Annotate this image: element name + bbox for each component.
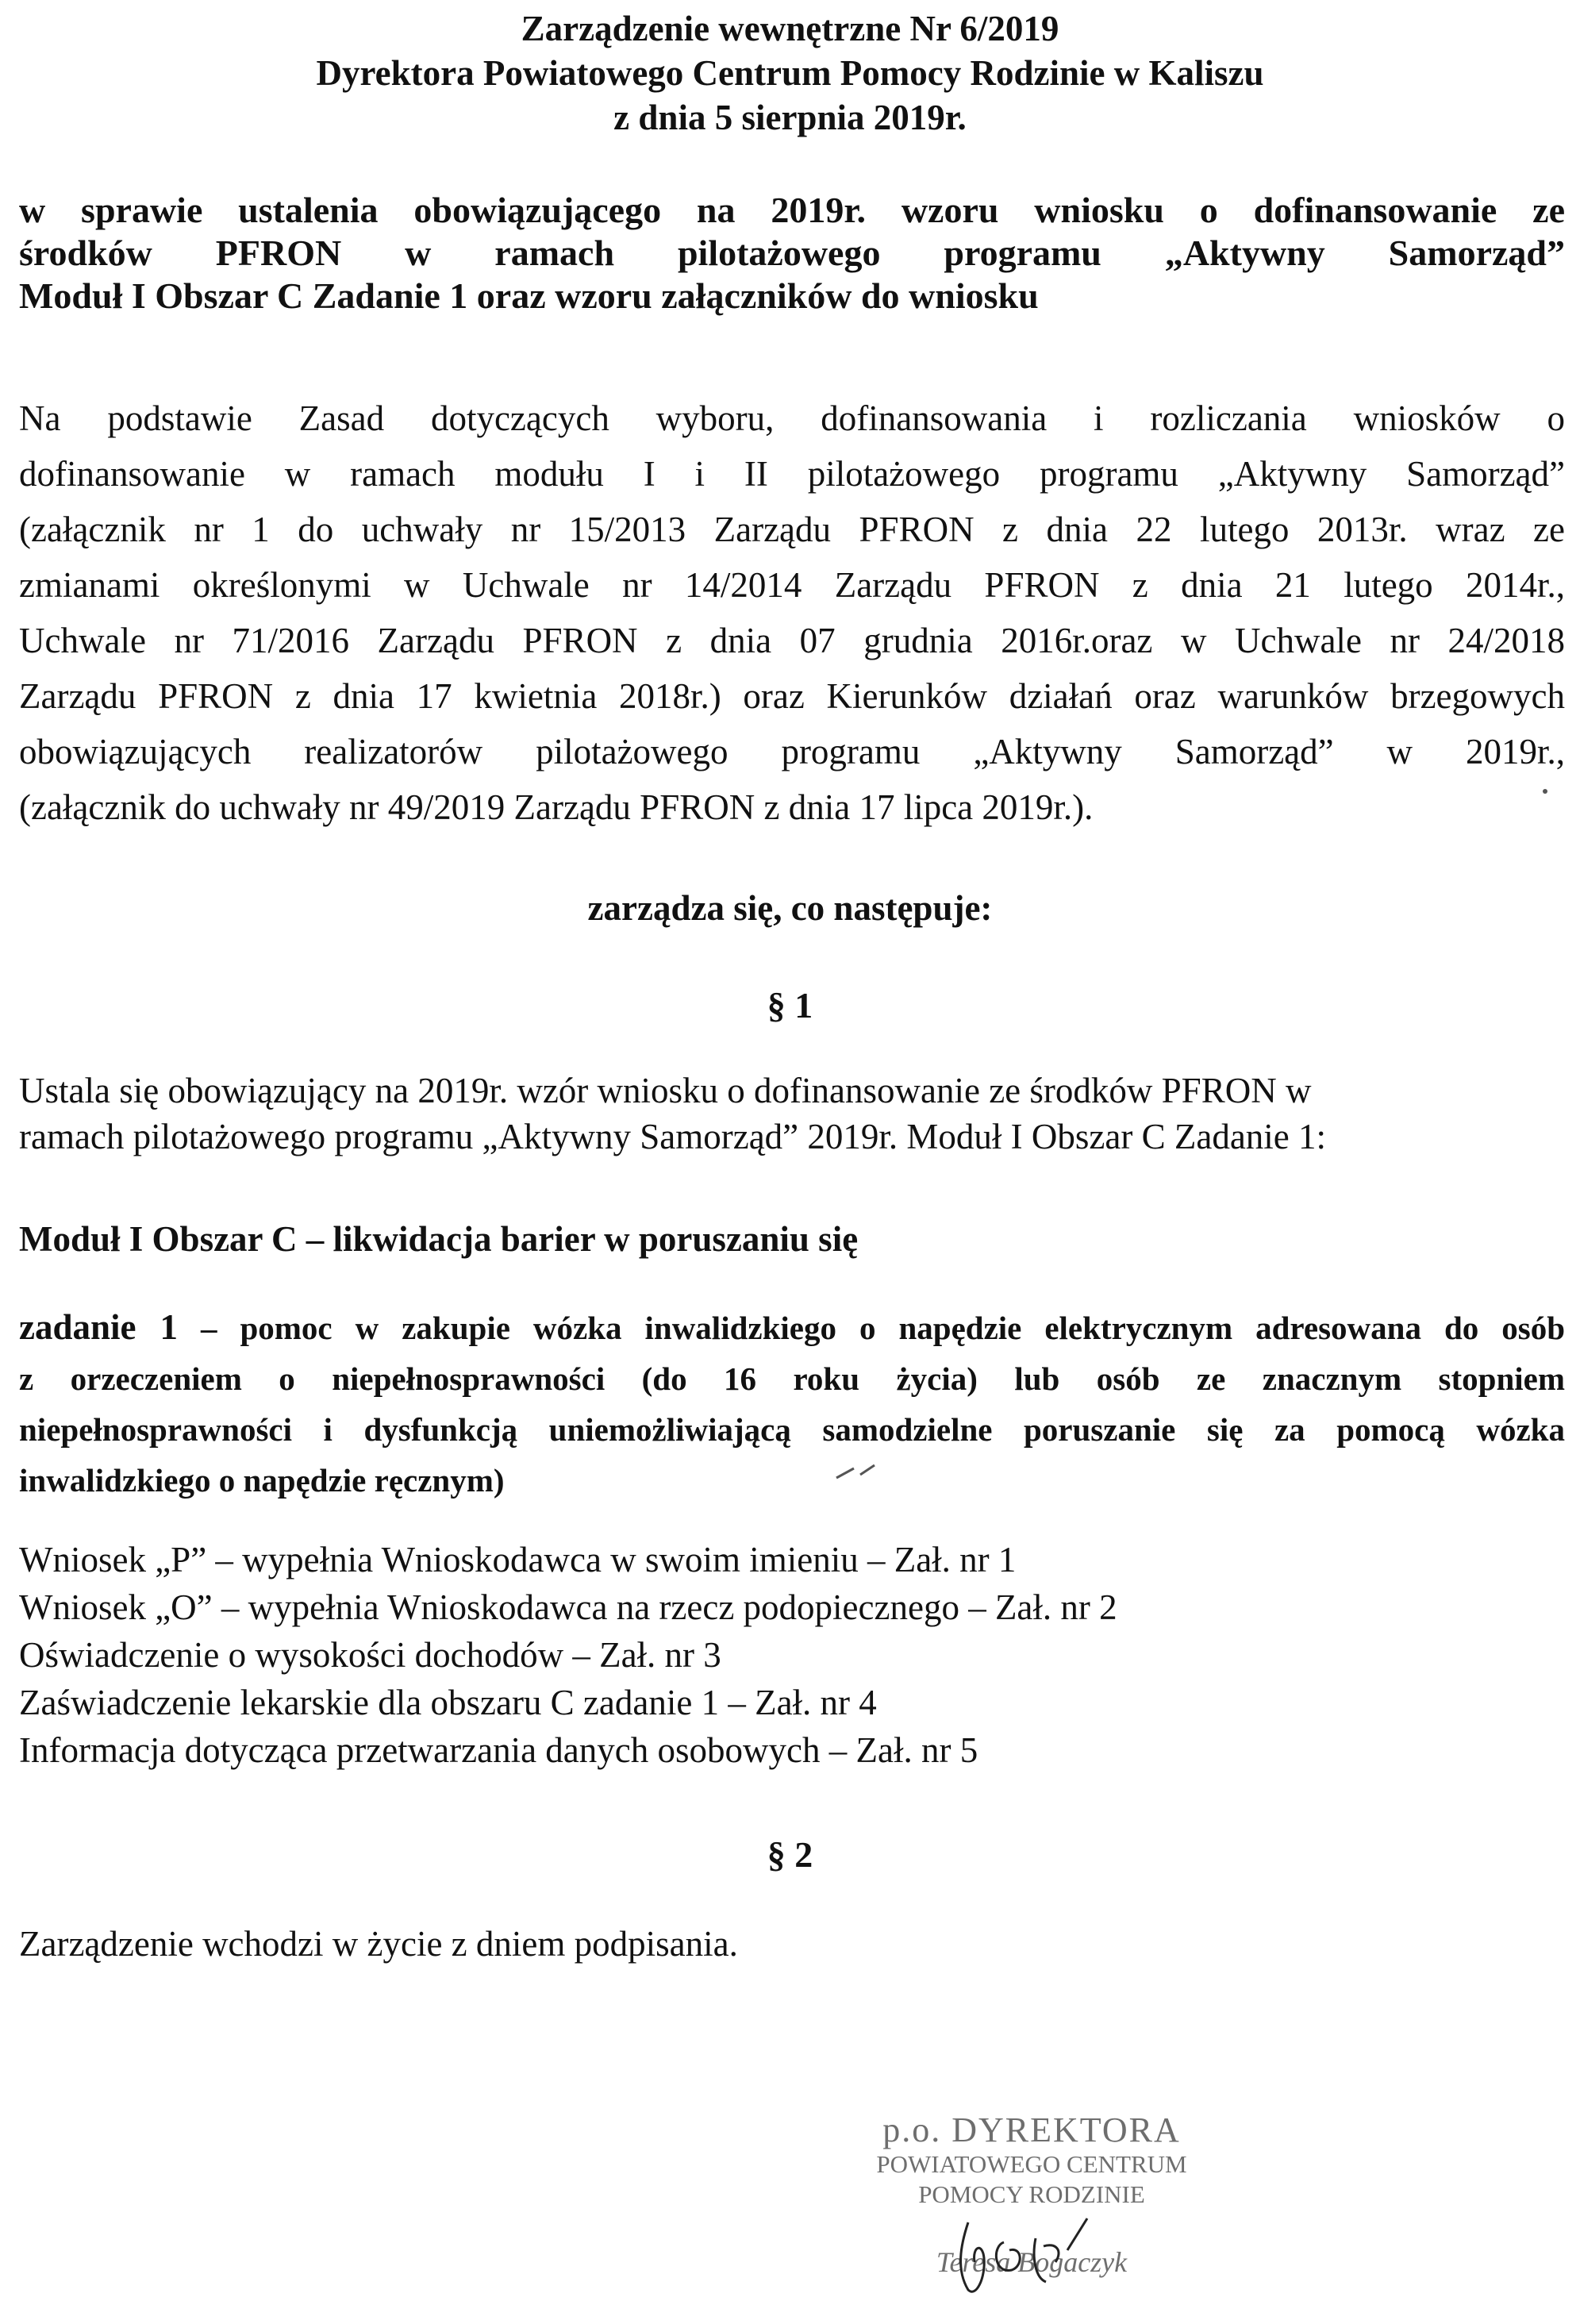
attachment-item: Oświadczenie o wysokości dochodów – Zał. nr 3 (19, 1635, 721, 1675)
task-description (19, 1302, 1565, 1506)
dot-mark-icon (1540, 786, 1551, 797)
attachments-list (19, 1536, 1527, 1774)
document-header (0, 6, 1580, 140)
basis-line: zmianami określonymi w Uchwale nr 14/2014 Zarządu PFRON z dnia 21 lutego 2014r., (19, 565, 1565, 605)
task-line: inwalidzkiego o napędzie ręcznym) (19, 1462, 505, 1499)
basis-line: dofinansowanie w ramach modułu I i II pilotażowego programu „Aktywny Samorząd” (19, 454, 1565, 494)
header-issuer: Dyrektora Powiatowego Centrum Pomocy Rodzinie w Kaliszu (316, 53, 1264, 93)
orders-heading: zarządza się, co następuje: (587, 888, 993, 928)
section-2-text: Zarządzenie wchodzi w życie z dniem podpisania. (19, 1924, 738, 1964)
subject-line: w sprawie ustalenia obowiązującego na 2019r. wzoru wniosku o dofinansowanie ze (19, 190, 1565, 230)
signature-icon (936, 2214, 1111, 2302)
legal-basis (19, 391, 1565, 835)
task-line: niepełnosprawności i dysfunkcją uniemożliwiającą samodzielne poruszanie się za pomocą wózka (19, 1411, 1565, 1448)
section-2-heading: § 2 (767, 1834, 813, 1875)
section-1-heading: § 1 (767, 985, 813, 1025)
basis-line: (załącznik do uchwały nr 49/2019 Zarządu PFRON z dnia 17 lipca 2019r.). (19, 787, 1094, 827)
section-1-line: Ustala się obowiązujący na 2019r. wzór wniosku o dofinansowanie ze środków PFRON w (19, 1071, 1312, 1110)
section-1-text (19, 1068, 1559, 1160)
subject-block (19, 189, 1565, 317)
stamp-title: p.o. DYREKTORA (882, 2110, 1181, 2149)
attachment-item: Wniosek „O” – wypełnia Wnioskodawca na rzecz podopiecznego – Zał. nr 2 (19, 1587, 1117, 1627)
task-line: z orzeczeniem o niepełnosprawności (do 16 roku życia) lub osób ze znacznym stopniem (19, 1360, 1565, 1397)
basis-line: Na podstawie Zasad dotyczących wyboru, dofinansowania i rozliczania wniosków o (19, 398, 1565, 438)
basis-line: Zarządu PFRON z dnia 17 kwietnia 2018r.) oraz Kierunków działań oraz warunków brzegowych (19, 676, 1565, 716)
basis-line: Uchwale nr 71/2016 Zarządu PFRON z dnia 07 grudnia 2016r.oraz w Uchwale nr 24/2018 (19, 621, 1565, 660)
section-1-line: ramach pilotażowego programu „Aktywny Samorząd” 2019r. Moduł I Obszar C Zadanie 1: (19, 1117, 1327, 1156)
attachment-item: Zaświadczenie lekarskie dla obszaru C zadanie 1 – Zał. nr 4 (19, 1683, 877, 1722)
subject-line: Moduł I Obszar C Zadanie 1 oraz wzoru załączników do wniosku (19, 275, 1039, 316)
pen-mark-icon (833, 1460, 889, 1484)
header-title: Zarządzenie wewnętrzne Nr 6/2019 (521, 9, 1059, 48)
stamp-line: POMOCY RODZINIE (918, 2180, 1145, 2208)
attachment-item: Informacja dotycząca przetwarzania danych osobowych – Zał. nr 5 (19, 1730, 978, 1770)
stamp-line: POWIATOWEGO CENTRUM (876, 2150, 1187, 2178)
module-heading: Moduł I Obszar C – likwidacja barier w poruszaniu się (19, 1219, 859, 1259)
task-lead: zadanie 1 (19, 1307, 178, 1347)
stamp-name: Teresa Bogaczyk (936, 2246, 1128, 2278)
subject-line: środków PFRON w ramach pilotażowego programu „Aktywny Samorząd” (19, 233, 1565, 273)
basis-line: obowiązujących realizatorów pilotażowego programu „Aktywny Samorząd” w 2019r., (19, 732, 1565, 771)
attachment-item: Wniosek „P” – wypełnia Wnioskodawca w swoim imieniu – Zał. nr 1 (19, 1540, 1017, 1579)
header-date: z dnia 5 sierpnia 2019r. (613, 98, 967, 137)
basis-line: (załącznik nr 1 do uchwały nr 15/2013 Zarządu PFRON z dnia 22 lutego 2013r. wraz ze (19, 510, 1565, 549)
task-line: – pomoc w zakupie wózka inwalidzkiego o napędzie elektrycznym adresowana do osób (178, 1310, 1565, 1346)
